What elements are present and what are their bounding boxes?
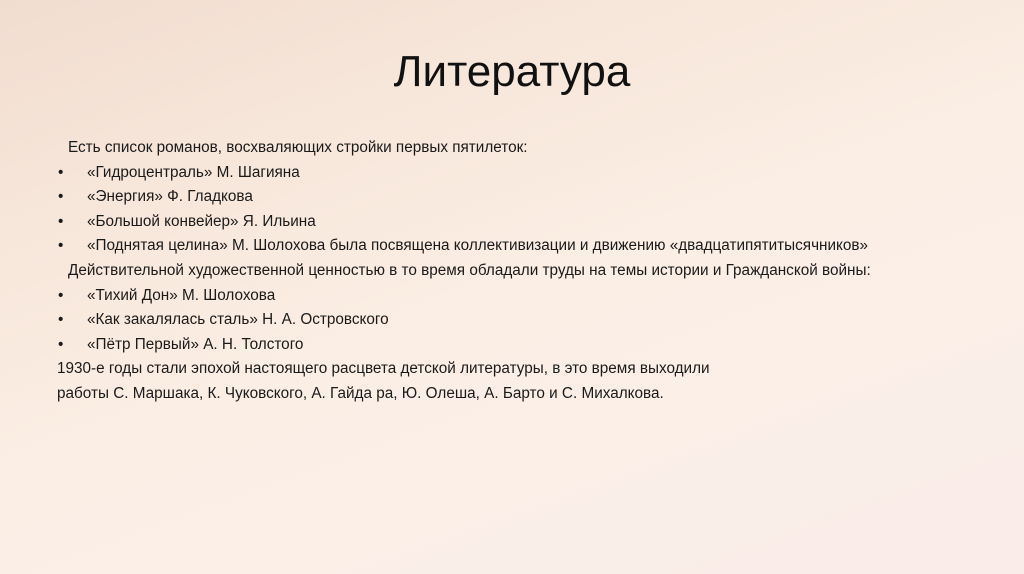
history-paragraph: Действительной художественной ценностью в то время обладали труды на темы истории и Гражданской войны:: [68, 261, 871, 279]
list-item: [57, 333, 977, 358]
bullet-icon: •: [58, 188, 64, 205]
list-item-text: «Большой конвейер» Я. Ильина: [87, 212, 316, 230]
list-item-text: «Гидроцентраль» М. Шагияна: [87, 163, 300, 181]
history-list: [57, 284, 977, 358]
list-item: [57, 234, 977, 259]
bullet-icon: •: [58, 286, 64, 304]
intro-text: Есть список романов, восхваляющих стройки первых пятилеток:: [68, 139, 528, 156]
list-item-text: «Как закалялась сталь» Н. А. Островского: [87, 311, 389, 328]
bullet-icon: •: [58, 335, 64, 353]
list-item-text: «Поднятая целина» М. Шолохова была посвящена коллективизации и движению «двадцатипятитысячников»: [87, 237, 869, 254]
list-item-text: «Энергия» Ф. Гладкова: [87, 188, 253, 205]
bullet-icon: •: [58, 212, 64, 230]
list-item: [57, 210, 977, 235]
list-item-text: «Пётр Первый» А. Н. Толстого: [87, 335, 304, 353]
bullet-icon: •: [58, 237, 64, 254]
list-item: [57, 308, 977, 333]
list-item-text: «Тихий Дон» М. Шолохова: [87, 286, 276, 304]
list-item: [57, 284, 977, 309]
bullet-icon: •: [58, 163, 64, 181]
slide-title: Литература: [393, 47, 631, 96]
bullet-icon: •: [58, 311, 64, 328]
list-item: [57, 185, 977, 210]
closing-line-1: 1930-е годы стали эпохой настоящего расцвета детской литературы, в это время выходили: [57, 360, 710, 377]
closing-line-2: работы С. Маршака, К. Чуковского, А. Гайда ра, Ю. Олеша, А. Барто и С. Михалкова.: [57, 384, 664, 402]
list-item: [57, 161, 977, 186]
slide-body: [57, 136, 977, 406]
novel-list: [57, 161, 977, 259]
